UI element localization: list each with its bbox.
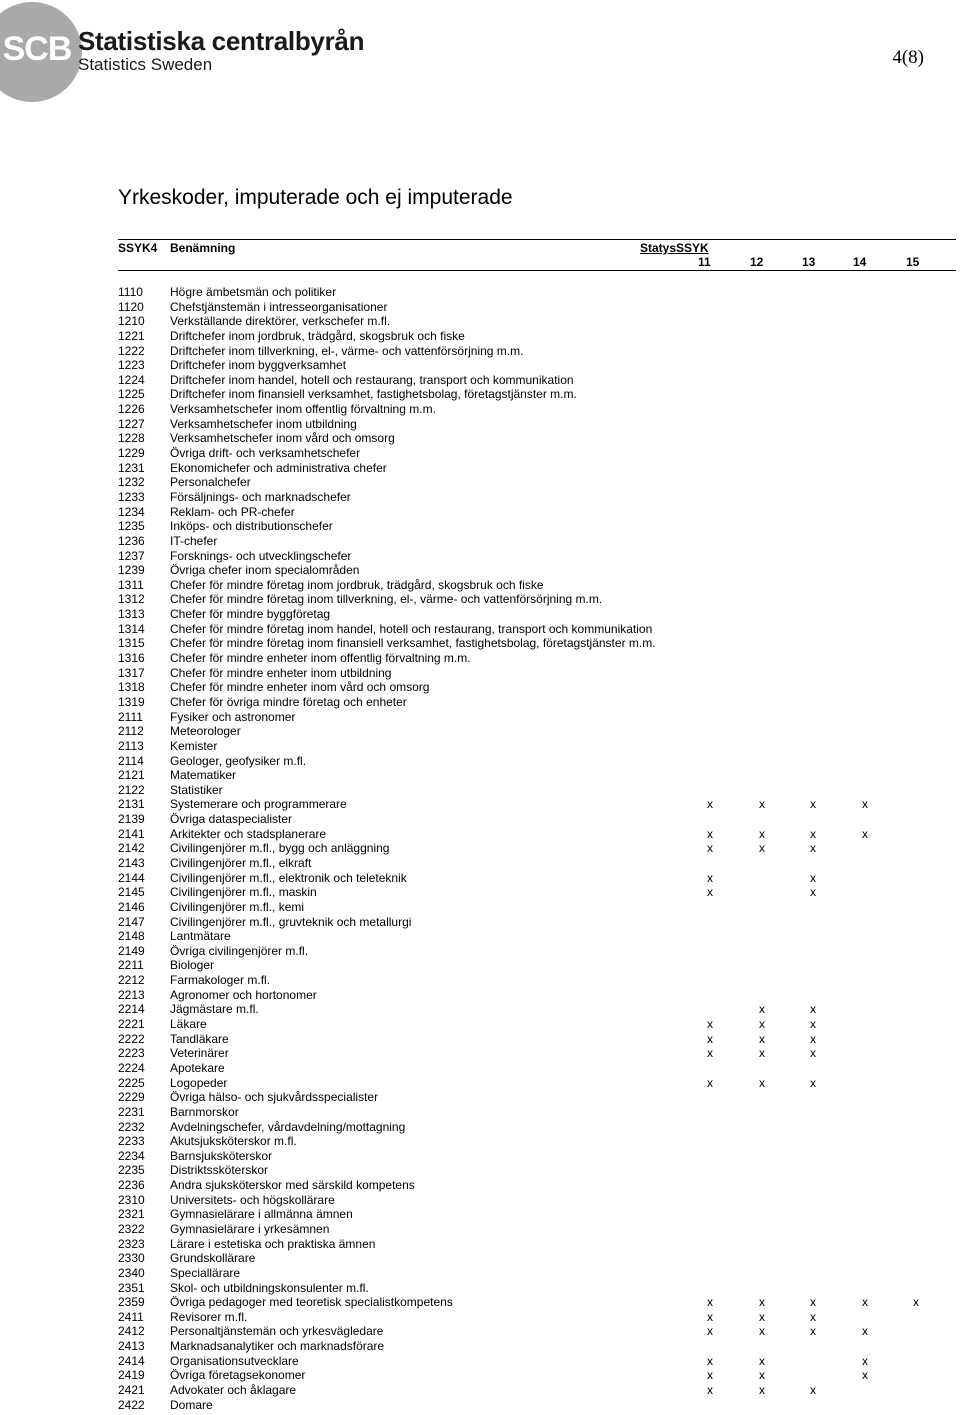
- row-code: 2411: [118, 1309, 144, 1324]
- row-name: Veterinärer: [170, 1046, 229, 1061]
- table-row: [118, 827, 958, 842]
- row-code: 2414: [118, 1353, 145, 1368]
- status-mark: x: [707, 1046, 713, 1061]
- row-name: Chefer för mindre företag inom tillverkning, el-, värme- och vattenförsörjning m.m.: [170, 592, 603, 607]
- status-col-11: 11: [698, 255, 711, 269]
- row-code: 2221: [118, 1017, 145, 1032]
- status-col-15: 15: [906, 255, 920, 269]
- table-row: [118, 329, 958, 344]
- table-row: [118, 387, 958, 402]
- row-code: 2223: [118, 1046, 145, 1061]
- row-code: 2139: [118, 812, 145, 827]
- row-name: Civilingenjörer m.fl., kemi: [170, 899, 305, 914]
- row-code: 1312: [118, 592, 145, 607]
- row-name: Inköps- och distributionschefer: [170, 519, 333, 534]
- row-name: Forsknings- och utvecklingschefer: [170, 548, 352, 563]
- row-code: 1229: [118, 446, 145, 461]
- row-code: 2146: [118, 899, 145, 914]
- row-code: 1313: [118, 607, 145, 622]
- status-mark: x: [707, 826, 713, 841]
- row-name: Distriktssköterskor: [170, 1163, 269, 1178]
- status-mark: x: [707, 1353, 713, 1368]
- row-code: 1223: [118, 358, 145, 373]
- row-code: 1234: [118, 504, 145, 519]
- table-row: [118, 622, 958, 637]
- row-name: Övriga civilingenjörer m.fl.: [170, 943, 309, 958]
- status-mark: x: [810, 1309, 816, 1324]
- row-name: Civilingenjörer m.fl., maskin: [170, 885, 317, 900]
- row-name: Verksamhetschefer inom offentlig förvaltning m.m.: [170, 402, 436, 417]
- status-col-12: 12: [750, 255, 764, 269]
- row-name: Andra sjuksköterskor med särskild kompetens: [170, 1178, 415, 1193]
- status-mark: x: [759, 1017, 765, 1032]
- status-columns-header: [118, 255, 956, 271]
- table-row: [118, 768, 958, 783]
- status-mark: x: [707, 797, 713, 812]
- row-name: Övriga drift- och verksamhetschefer: [170, 446, 361, 461]
- row-name: Marknadsanalytiker och marknadsförare: [170, 1339, 385, 1354]
- status-mark: x: [810, 1324, 816, 1339]
- row-code: 1225: [118, 387, 145, 402]
- status-mark: x: [759, 826, 765, 841]
- row-name: Systemerare och programmerare: [170, 797, 347, 812]
- table-row: [118, 915, 958, 930]
- occupation-table: [118, 285, 958, 1412]
- row-name: Personalchefer: [170, 475, 251, 490]
- row-name: Organisationsutvecklare: [170, 1353, 299, 1368]
- table-row: [118, 973, 958, 988]
- status-mark: x: [759, 1353, 765, 1368]
- row-code: 2147: [118, 914, 145, 929]
- row-name: Gymnasielärare i yrkesämnen: [170, 1222, 330, 1236]
- row-code: 1226: [118, 402, 145, 417]
- page-number: 4(8): [892, 47, 924, 68]
- table-row: [118, 797, 958, 812]
- status-mark: x: [759, 1324, 765, 1339]
- row-name: Chefer för mindre enheter inom offentlig förvaltning m.m.: [170, 651, 471, 666]
- row-code: 2234: [118, 1148, 145, 1163]
- row-name: Biologer: [170, 958, 215, 973]
- table-row: [118, 1354, 958, 1369]
- table-row: [118, 1368, 958, 1383]
- status-mark: x: [862, 1324, 868, 1339]
- row-code: 1314: [118, 621, 145, 636]
- row-name: Verksamhetschefer inom vård och omsorg: [170, 431, 395, 446]
- row-code: 2310: [118, 1192, 145, 1207]
- row-code: 2112: [118, 724, 144, 739]
- table-row: [118, 929, 958, 944]
- row-name: Jägmästare m.fl.: [170, 1002, 259, 1017]
- row-code: 2232: [118, 1119, 145, 1134]
- row-name: Meteorologer: [170, 724, 241, 739]
- row-name: Skol- och utbildningskonsulenter m.fl.: [170, 1280, 369, 1295]
- row-name: Speciallärare: [170, 1265, 241, 1280]
- row-name: Apotekare: [170, 1060, 225, 1075]
- row-code: 1222: [118, 343, 145, 358]
- row-name: Agronomer och hortonomer: [170, 987, 317, 1002]
- table-row: [118, 958, 958, 973]
- row-name: Arkitekter och stadsplanerare: [170, 826, 327, 841]
- table-row: [118, 1383, 958, 1398]
- row-code: 2212: [118, 973, 145, 988]
- table-row: [118, 988, 958, 1003]
- row-code: 2422: [118, 1397, 145, 1412]
- status-mark: x: [707, 1324, 713, 1339]
- table-row: [118, 402, 958, 417]
- table-row: [118, 666, 958, 681]
- table-row: [118, 944, 958, 959]
- row-code: 1120: [118, 299, 144, 314]
- table-row: [118, 314, 958, 329]
- status-mark: x: [810, 1295, 816, 1310]
- status-mark: x: [759, 1031, 765, 1046]
- table-row: [118, 856, 958, 871]
- row-code: 2235: [118, 1163, 145, 1178]
- row-code: 2148: [118, 929, 145, 944]
- status-mark: x: [707, 885, 713, 900]
- status-mark: x: [707, 1031, 713, 1046]
- table-row: [118, 754, 958, 769]
- status-mark: x: [707, 1368, 713, 1383]
- row-name: Advokater och åklagare: [170, 1383, 297, 1398]
- row-code: 2340: [118, 1265, 145, 1280]
- table-row: [118, 358, 958, 373]
- row-code: 1233: [118, 489, 145, 504]
- row-code: 2141: [118, 826, 145, 841]
- row-code: 2412: [118, 1324, 145, 1339]
- row-name: Domare: [170, 1397, 213, 1412]
- status-mark: x: [810, 1075, 816, 1090]
- status-mark: x: [810, 1383, 816, 1398]
- status-mark: x: [759, 1002, 765, 1017]
- table-row: [118, 1324, 958, 1339]
- row-name: Driftchefer inom jordbruk, trädgård, skogsbruk och fiske: [170, 328, 465, 343]
- table-row: [118, 1105, 958, 1120]
- table-row: [118, 885, 958, 900]
- table-row: [118, 344, 958, 359]
- status-mark: x: [913, 1295, 919, 1310]
- table-row: [118, 300, 958, 315]
- status-mark: x: [759, 797, 765, 812]
- status-mark: x: [862, 797, 868, 812]
- status-mark: x: [862, 1368, 868, 1383]
- status-mark: x: [707, 1309, 713, 1324]
- row-code: 2321: [118, 1207, 145, 1222]
- row-name: Avdelningschefer, vårdavdelning/mottagning: [170, 1119, 406, 1134]
- row-code: 2229: [118, 1090, 145, 1105]
- table-row: [118, 1061, 958, 1076]
- status-mark: x: [810, 1046, 816, 1061]
- row-name: Lantmätare: [170, 929, 231, 944]
- logo-subtitle: Statistics Sweden: [78, 55, 213, 74]
- row-code: 1232: [118, 475, 145, 490]
- table-row: [118, 1295, 958, 1310]
- row-code: 2323: [118, 1236, 145, 1251]
- row-name: Övriga hälso- och sjukvårdsspecialister: [170, 1090, 379, 1105]
- row-name: Civilingenjörer m.fl., bygg och anläggning: [170, 841, 390, 856]
- row-code: 2144: [118, 870, 145, 885]
- status-mark: x: [862, 1295, 868, 1310]
- row-code: 2142: [118, 841, 145, 856]
- column-header-code: SSYK4: [118, 241, 158, 255]
- row-name: IT-chefer: [170, 533, 218, 548]
- row-code: 1231: [118, 460, 145, 475]
- row-name: Chefer för mindre byggföretag: [170, 607, 331, 622]
- row-code: 2419: [118, 1368, 145, 1383]
- row-name: Logopeder: [170, 1075, 228, 1090]
- table-row: [118, 475, 958, 490]
- row-code: 2122: [118, 782, 145, 797]
- row-name: Chefer för mindre företag inom finansiell verksamhet, fastighetsbolag, företagstjänster m.m.: [170, 636, 656, 651]
- row-code: 2359: [118, 1295, 145, 1310]
- table-row: [118, 534, 958, 549]
- table-row: [118, 841, 958, 856]
- row-name: Övriga dataspecialister: [170, 812, 293, 827]
- table-row: [118, 1120, 958, 1135]
- table-row: [118, 505, 958, 520]
- row-code: 1237: [118, 548, 145, 563]
- status-mark: x: [707, 1017, 713, 1032]
- status-mark: x: [707, 1075, 713, 1090]
- row-code: 2421: [118, 1383, 145, 1398]
- row-code: 1224: [118, 372, 145, 387]
- row-name: Lärare i estetiska och praktiska ämnen: [170, 1236, 376, 1251]
- status-mark: x: [862, 1353, 868, 1368]
- row-name: Övriga företagsekonomer: [170, 1368, 306, 1383]
- table-row: [118, 1163, 958, 1178]
- column-header-status: StatysSSYK: [640, 241, 709, 255]
- status-mark: x: [707, 1295, 713, 1310]
- row-name: Chefstjänstemän i intresseorganisationer: [170, 299, 388, 314]
- table-row: [118, 1266, 958, 1281]
- row-code: 1236: [118, 533, 145, 548]
- logo-name: Statistiska centralbyrån: [78, 26, 365, 56]
- table-row: [118, 1339, 958, 1354]
- table-row: [118, 710, 958, 725]
- table-row: [118, 578, 958, 593]
- table-row: [118, 563, 958, 578]
- table-row: [118, 446, 958, 461]
- row-code: 2113: [118, 738, 144, 753]
- row-name: Geologer, geofysiker m.fl.: [170, 753, 307, 768]
- row-code: 1228: [118, 431, 145, 446]
- table-row: [118, 900, 958, 915]
- row-name: Driftchefer inom byggverksamhet: [170, 358, 347, 373]
- table-row: [118, 1134, 958, 1149]
- row-name: Chefer för mindre företag inom jordbruk, trädgård, skogsbruk och fiske: [170, 577, 544, 592]
- row-code: 2322: [118, 1222, 145, 1236]
- row-code: 2413: [118, 1339, 145, 1354]
- table-row: [118, 871, 958, 886]
- table-row: [118, 1149, 958, 1164]
- table-row: [118, 1076, 958, 1091]
- table-row: [118, 636, 958, 651]
- row-name: Övriga chefer inom specialområden: [170, 563, 360, 578]
- table-row: [118, 373, 958, 388]
- row-name: Statistiker: [170, 782, 223, 797]
- status-mark: x: [707, 870, 713, 885]
- row-code: 2351: [118, 1280, 145, 1295]
- table-row: [118, 461, 958, 476]
- row-code: 1319: [118, 694, 145, 709]
- status-mark: x: [810, 870, 816, 885]
- status-mark: x: [759, 1295, 765, 1310]
- row-name: Chefer för mindre enheter inom utbildning: [170, 665, 392, 680]
- status-mark: x: [810, 1017, 816, 1032]
- row-name: Kemister: [170, 738, 218, 753]
- table-row: [118, 549, 958, 564]
- logo-mark: SCB: [2, 30, 72, 68]
- row-code: 1239: [118, 563, 145, 578]
- status-mark: x: [759, 1368, 765, 1383]
- table-row: [118, 1178, 958, 1193]
- table-row: [118, 695, 958, 710]
- row-name: Chefer för mindre företag inom handel, hotell och restaurang, transport och kommunikation: [170, 621, 653, 636]
- table-row: [118, 431, 958, 446]
- row-name: Barnsjuksköterskor: [170, 1148, 273, 1163]
- table-row: [118, 1046, 958, 1061]
- status-col-14: 14: [853, 255, 867, 269]
- row-name: Barnmorskor: [170, 1104, 239, 1119]
- row-name: Grundskollärare: [170, 1251, 256, 1266]
- status-col-13: 13: [802, 255, 816, 269]
- row-code: 2131: [118, 797, 145, 812]
- table-row: [118, 1398, 958, 1413]
- row-name: Övriga pedagoger med teoretisk specialistkompetens: [170, 1295, 453, 1310]
- status-mark: x: [759, 1309, 765, 1324]
- status-mark: x: [759, 1383, 765, 1398]
- status-mark: x: [810, 841, 816, 856]
- status-mark: x: [810, 885, 816, 900]
- row-code: 2330: [118, 1251, 145, 1266]
- row-code: 2121: [118, 768, 145, 783]
- row-name: Universitets- och högskollärare: [170, 1192, 335, 1207]
- row-code: 2143: [118, 855, 145, 870]
- table-row: [118, 812, 958, 827]
- row-code: 2145: [118, 885, 145, 900]
- table-row: [118, 1032, 958, 1047]
- row-code: 1316: [118, 651, 145, 666]
- row-code: 2233: [118, 1134, 145, 1149]
- row-code: 2222: [118, 1031, 145, 1046]
- row-name: Personaltjänstemän och yrkesvägledare: [170, 1324, 384, 1339]
- row-name: Chefer för mindre enheter inom vård och omsorg: [170, 680, 430, 695]
- table-row: [118, 739, 958, 754]
- row-name: Tandläkare: [170, 1031, 229, 1046]
- row-name: Akutsjuksköterskor m.fl.: [170, 1134, 297, 1149]
- row-code: 1110: [118, 285, 143, 299]
- row-name: Driftchefer inom handel, hotell och restaurang, transport och kommunikation: [170, 372, 574, 387]
- status-mark: x: [810, 797, 816, 812]
- table-row: [118, 1251, 958, 1266]
- status-mark: x: [759, 1075, 765, 1090]
- table-row: [118, 1002, 958, 1017]
- row-name: Verkställande direktörer, verkschefer m.fl.: [170, 314, 391, 329]
- table-row: [118, 1222, 958, 1237]
- row-name: Revisorer m.fl.: [170, 1309, 248, 1324]
- status-mark: x: [707, 1383, 713, 1398]
- row-name: Försäljnings- och marknadschefer: [170, 489, 351, 504]
- document-title: Yrkeskoder, imputerade och ej imputerade: [118, 186, 513, 209]
- table-row: [118, 680, 958, 695]
- status-mark: x: [759, 1046, 765, 1061]
- table-row: [118, 1207, 958, 1222]
- row-name: Civilingenjörer m.fl., elkraft: [170, 855, 312, 870]
- row-name: Högre ämbetsmän och politiker: [170, 285, 337, 299]
- table-row: [118, 651, 958, 666]
- row-code: 1311: [118, 577, 144, 592]
- table-row: [118, 1237, 958, 1252]
- row-name: Civilingenjörer m.fl., elektronik och teleteknik: [170, 870, 407, 885]
- row-code: 2236: [118, 1178, 145, 1193]
- row-name: Chefer för övriga mindre företag och enheter: [170, 694, 407, 709]
- row-code: 2231: [118, 1104, 145, 1119]
- row-name: Ekonomichefer och administrativa chefer: [170, 460, 387, 475]
- row-code: 1227: [118, 416, 145, 431]
- table-row: [118, 417, 958, 432]
- status-mark: x: [810, 1031, 816, 1046]
- row-name: Reklam- och PR-chefer: [170, 504, 295, 519]
- row-code: 1221: [118, 328, 145, 343]
- table-row: [118, 724, 958, 739]
- status-mark: x: [810, 826, 816, 841]
- row-name: Driftchefer inom finansiell verksamhet, fastighetsbolag, företagstjänster m.m.: [170, 387, 577, 402]
- row-code: 1317: [118, 665, 145, 680]
- table-row: [118, 490, 958, 505]
- status-mark: x: [759, 841, 765, 856]
- column-header-name: Benämning: [170, 241, 236, 255]
- table-row: [118, 783, 958, 798]
- table-row: [118, 285, 958, 300]
- table-row: [118, 1017, 958, 1032]
- row-code: 2114: [118, 753, 144, 768]
- scb-logo: [0, 0, 400, 105]
- row-code: 1235: [118, 519, 145, 534]
- row-name: Matematiker: [170, 768, 237, 783]
- row-name: Driftchefer inom tillverkning, el-, värme- och vattenförsörjning m.m.: [170, 343, 524, 358]
- row-code: 1318: [118, 680, 145, 695]
- row-code: 2213: [118, 987, 145, 1002]
- row-name: Gymnasielärare i allmänna ämnen: [170, 1207, 353, 1222]
- row-code: 2214: [118, 1002, 145, 1017]
- table-row: [118, 1310, 958, 1325]
- row-name: Civilingenjörer m.fl., gruvteknik och metallurgi: [170, 914, 412, 929]
- row-code: 2111: [118, 709, 143, 724]
- table-row: [118, 1090, 958, 1105]
- status-mark: x: [707, 841, 713, 856]
- table-row: [118, 1193, 958, 1208]
- row-code: 1210: [118, 314, 145, 329]
- table-row: [118, 1281, 958, 1296]
- status-mark: x: [810, 1002, 816, 1017]
- row-name: Verksamhetschefer inom utbildning: [170, 416, 357, 431]
- table-row: [118, 519, 958, 534]
- table-row: [118, 607, 958, 622]
- row-name: Fysiker och astronomer: [170, 709, 296, 724]
- row-name: Farmakologer m.fl.: [170, 973, 271, 988]
- row-code: 2225: [118, 1075, 145, 1090]
- row-code: 2149: [118, 943, 145, 958]
- status-mark: x: [862, 826, 868, 841]
- row-code: 2224: [118, 1060, 145, 1075]
- table-row: [118, 592, 958, 607]
- row-code: 2211: [118, 958, 144, 973]
- row-code: 1315: [118, 636, 145, 651]
- row-name: Läkare: [170, 1017, 207, 1032]
